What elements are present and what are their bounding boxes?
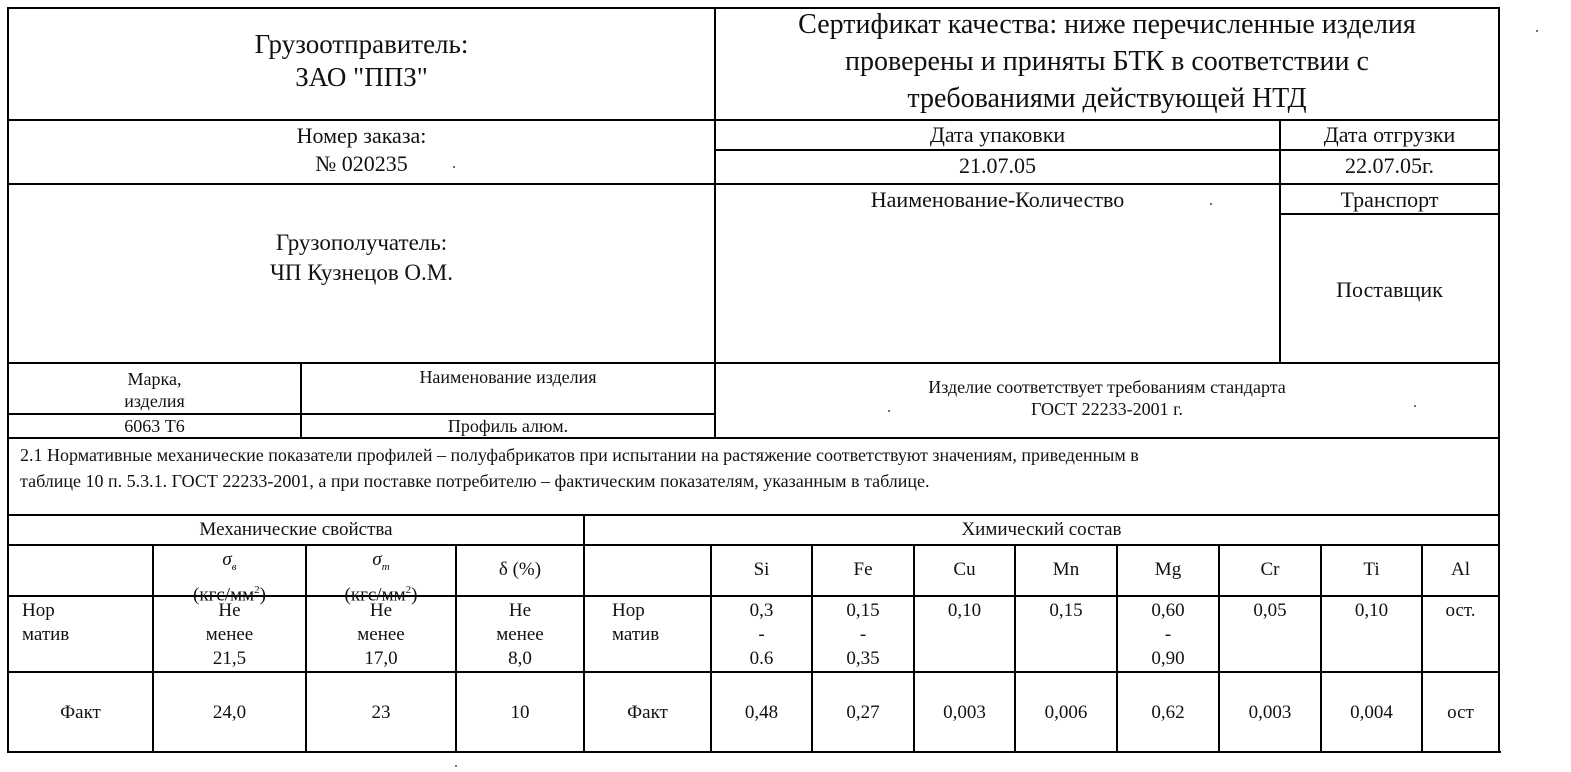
mechanical-title: Механические свойства xyxy=(199,519,393,540)
shipper-block xyxy=(9,28,714,94)
sigma-b-unit: (кгс/мм xyxy=(193,584,255,606)
norm-line: 17,0 xyxy=(364,648,398,669)
certificate-line-2: проверены и приняты БТК в соответствии с xyxy=(845,46,1369,77)
grade-label-line-1: Марка, xyxy=(127,369,182,389)
element-fe: Fe xyxy=(853,559,873,580)
norm-line: менее xyxy=(496,624,544,645)
norm-line: 0.6 xyxy=(749,648,774,669)
name-quantity-label: Наименование-Количество xyxy=(870,187,1125,212)
norm-line: - xyxy=(859,624,867,645)
mechanical-col-sigma-b xyxy=(154,548,305,606)
fact-al: ост xyxy=(1447,702,1474,723)
norm-mg xyxy=(1118,599,1218,671)
shipping-date-label: Дата отгрузки xyxy=(1323,122,1456,147)
mechanical-norm-label-line-1: Нор xyxy=(22,600,55,621)
chemical-norm-label xyxy=(612,599,708,647)
mechanical-norm-label xyxy=(22,599,150,647)
norm-line: 21,5 xyxy=(212,648,247,669)
mechanical-col-sigma-t xyxy=(307,548,455,606)
consignee-label: Грузополучатель: xyxy=(275,230,448,255)
mechanical-fact-sigma-t: 23 xyxy=(371,702,391,723)
certificate-title xyxy=(716,6,1498,117)
scan-speck xyxy=(1536,30,1538,32)
consignee-block xyxy=(9,228,714,288)
packing-date-label: Дата упаковки xyxy=(929,122,1066,147)
product-value: Профиль алюм. xyxy=(447,416,569,436)
norm-al: ост. xyxy=(1445,600,1476,621)
norm-cr: 0,05 xyxy=(1253,600,1287,621)
element-al: Al xyxy=(1451,559,1470,580)
product-label: Наименование изделия xyxy=(419,367,597,387)
scan-speck xyxy=(453,166,455,168)
norm-ti: 0,10 xyxy=(1354,600,1389,621)
sigma-b-unit-close: ) xyxy=(259,584,266,606)
fact-fe: 0,27 xyxy=(846,702,880,723)
mechanical-col-delta: δ (%) xyxy=(498,559,542,580)
note-paragraph xyxy=(20,442,1490,494)
packing-date-value: 21.07.05 xyxy=(959,153,1036,178)
norm-line: - xyxy=(758,624,765,645)
fact-mn: 0,006 xyxy=(1044,702,1088,723)
scan-speck xyxy=(1414,405,1416,407)
chemical-fact-label: Факт xyxy=(627,702,668,723)
grade-label-line-2: изделия xyxy=(124,391,185,411)
sigma-t-unit-close: ) xyxy=(411,584,418,606)
norm-line: 8,0 xyxy=(508,648,532,669)
fact-cr: 0,003 xyxy=(1248,702,1292,723)
norm-mn: 0,15 xyxy=(1049,600,1083,621)
mechanical-norm-delta xyxy=(457,599,583,671)
norm-line: 0,90 xyxy=(1151,648,1185,669)
fact-ti: 0,004 xyxy=(1350,702,1393,723)
norm-si xyxy=(712,599,811,671)
sigma-t-unit-sup: 2 xyxy=(405,583,412,596)
sigma-t-sub: т xyxy=(381,560,390,573)
fact-si: 0,48 xyxy=(744,702,779,723)
sigma-b-symbol: σ xyxy=(222,549,232,570)
norm-line: 0,15 xyxy=(846,600,880,621)
order-number: № 020235 xyxy=(315,151,408,176)
norm-line: Не xyxy=(218,600,241,621)
scan-speck xyxy=(888,410,890,412)
shipper-label: Грузоотправитель: xyxy=(254,29,469,59)
norm-line: менее xyxy=(357,624,405,645)
scan-speck xyxy=(455,765,457,767)
element-cu: Cu xyxy=(953,559,976,580)
order-block xyxy=(9,122,714,178)
note-line-1: 2.1 Нормативные механические показатели профилей – полуфабрикатов при испытании на растяжение соответствуют значениям, приведенным в xyxy=(20,445,1139,465)
norm-line: Не xyxy=(508,600,532,621)
mechanical-fact-label: Факт xyxy=(60,702,101,723)
shipping-date-value: 22.07.05г. xyxy=(1344,153,1435,178)
norm-line: 0,60 xyxy=(1151,600,1185,621)
norm-line: менее xyxy=(205,624,254,645)
norm-cu: 0,10 xyxy=(947,600,982,621)
element-cr: Cr xyxy=(1260,559,1280,580)
order-label: Номер заказа: xyxy=(296,123,427,148)
certificate-line-1: Сертификат качества: ниже перечисленные изделия xyxy=(798,9,1416,40)
norm-line: - xyxy=(1164,624,1172,645)
grade-value: 6063 Т6 xyxy=(124,416,185,436)
scan-speck xyxy=(1210,203,1212,205)
element-mn: Mn xyxy=(1052,559,1080,580)
transport-value: Поставщик xyxy=(1336,277,1443,302)
sigma-t-unit: (кгс/мм xyxy=(344,584,406,606)
mechanical-norm-label-line-2: матив xyxy=(22,624,70,645)
chemical-norm-label-line-1: Нор xyxy=(612,600,645,621)
consignee-name: ЧП Кузнецов О.М. xyxy=(269,260,453,285)
mechanical-fact-sigma-b: 24,0 xyxy=(212,702,247,723)
sigma-b-unit-sup: 2 xyxy=(254,583,260,596)
norm-line: Не xyxy=(369,600,393,621)
standard-line-1: Изделие соответствует требованиям стандарта xyxy=(928,377,1286,397)
norm-line: 0,35 xyxy=(846,648,880,669)
element-ti: Ti xyxy=(1363,559,1380,580)
fact-cu: 0,003 xyxy=(943,702,986,723)
grade-label xyxy=(9,368,300,412)
standard-line-2: ГОСТ 22233-2001 г. xyxy=(1030,399,1184,419)
sigma-t-symbol: σ xyxy=(372,549,382,570)
certificate-line-3: требованиями действующей НТД xyxy=(907,83,1307,114)
mechanical-fact-delta: 10 xyxy=(510,702,530,723)
norm-fe xyxy=(813,599,913,671)
shipper-name: ЗАО "ППЗ" xyxy=(295,62,428,92)
norm-line: 0,3 xyxy=(749,600,774,621)
fact-mg: 0,62 xyxy=(1151,702,1185,723)
note-line-2: таблице 10 п. 5.3.1. ГОСТ 22233-2001, а при поставке потребителю – фактическим показателям, указанным в таблице. xyxy=(20,471,930,491)
mechanical-norm-sigma-b xyxy=(154,599,305,671)
transport-label: Транспорт xyxy=(1340,187,1439,212)
standard-block xyxy=(716,376,1498,420)
chemical-title: Химический состав xyxy=(961,519,1122,540)
element-mg: Mg xyxy=(1154,559,1182,580)
element-si: Si xyxy=(753,559,770,580)
chemical-norm-label-line-2: матив xyxy=(612,624,660,645)
sigma-b-sub: в xyxy=(231,560,237,573)
mechanical-norm-sigma-t xyxy=(307,599,455,671)
